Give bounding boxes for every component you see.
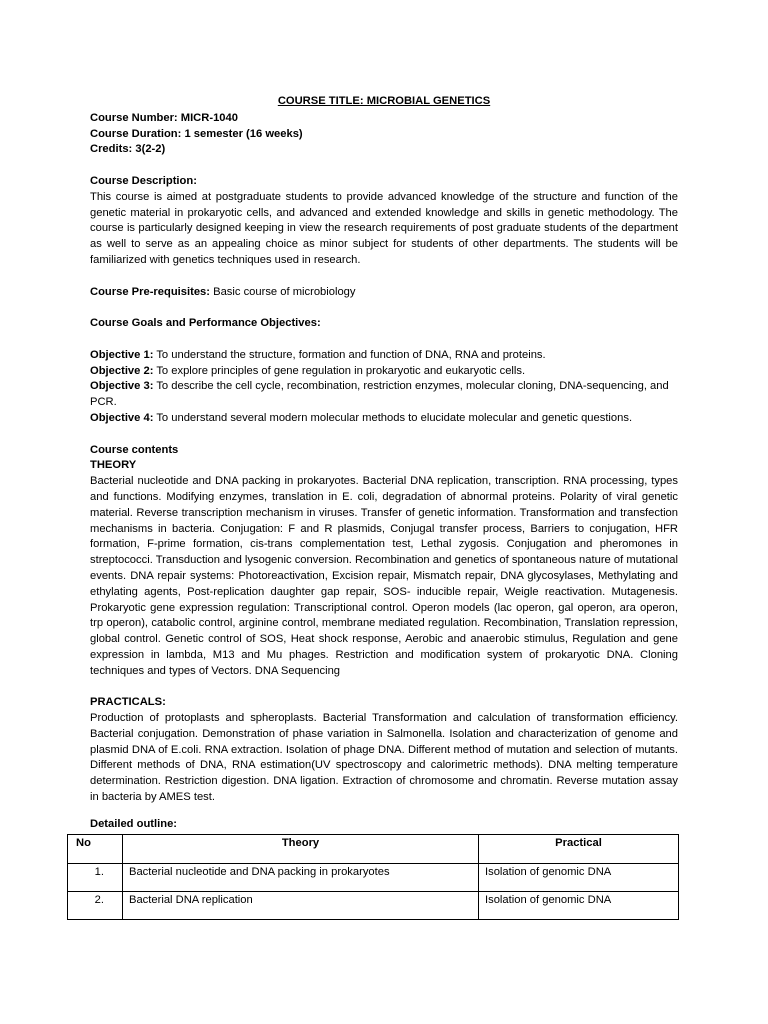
theory-heading: THEORY xyxy=(90,459,137,472)
table-row xyxy=(68,864,679,892)
table-row xyxy=(68,892,679,920)
objective-3 xyxy=(90,379,678,411)
objective-label: Objective 4: xyxy=(90,411,154,424)
practicals-text: Production of protoplasts and spheroplasts. Bacterial Transformation and calculation of transformation efficiency. Bacterial conjugation. Demonstration of phase variation in Salmonella. Isolation and characterization of genome and plasmid DNA of E.coli. RNA extraction. Isolation of phage DNA. Different method of mutation and selection of mutants. Different methods of DNA, RNA estimation(UV spectroscopy and calorimetric methods). DNA melting temperature determination. Restriction digestion. DNA ligation. Extraction of chromosome and chromatin. Reverse mutation assay in bacteria by AMES test. xyxy=(90,712,678,804)
course-title: COURSE TITLE: MICROBIAL GENETICS xyxy=(277,95,491,107)
objective-label: Objective 2: xyxy=(90,364,154,377)
goals-heading: Course Goals and Performance Objectives: xyxy=(90,317,321,330)
table-header-row xyxy=(68,835,679,864)
prerequisites xyxy=(90,285,678,301)
course-number: Course Number: MICR-1040 xyxy=(90,111,238,124)
outline-heading: Detailed outline: xyxy=(90,818,178,830)
theory-text: Bacterial nucleotide and DNA packing in prokaryotes. Bacterial DNA replication, transcription. RNA processing, types and functions. Modifying enzymes, translation in E. coli, degradation of abnormal proteins. Polarity of viral genetic material. Reverse transcription mechanism in viruses. Transfer of genetic information. Transformation and transfection mechanisms in bacteria. Conjugation: F and R plasmids, Conjugal transfer process, Barriers to conjugation, HFR formation, F-prime formation, cis-trans complementation test, Lethal zygosis. Conjugation and pheromones in streptococci. Transduction and lysogenic conversion. Recombination and genetics of spontaneous nature of mutational events. DNA repair systems: Photoreactivation, Excision repair, Mismatch repair, DNA glycosylases, Methylating and ethylating agents, Post-replication daughter gap repair, SOS- inducible repair, Weigle reactivation. Mutagenesis. Prokaryotic gene expression regulation: Transcriptional control. Operon models (lac operon, gal operon, ara operon, trp operon), catabolic control, arginine control, membrane mediated regulation. Recombination, Translation repression, global control. Genetic control of SOS, Heat shock response, Aerobic and anaerobic stimulus, Regulation and gene expression in lambda, M13 and Mu phages. Restriction and modification system of prokaryotic DNA. Cloning techniques and types of Vectors. DNA Sequencing xyxy=(90,475,678,677)
prereq-text: Basic course of microbiology xyxy=(210,285,356,298)
objective-text: To understand several modern molecular methods to elucidate molecular and genetic questions. xyxy=(153,411,633,424)
objective-text: To describe the cell cycle, recombination, restriction enzymes, molecular cloning, DNA-sequencing, and PCR. xyxy=(90,380,669,409)
objective-4 xyxy=(90,411,678,427)
row-theory: Bacterial nucleotide and DNA packing in prokaryotes xyxy=(123,864,479,892)
description-text: This course is aimed at postgraduate students to provide advanced knowledge of the structure and function of the genetic material in prokaryotic cells, and advanced and extended knowledge and skills in genetic methodology. The course is particularly designed keeping in view the research requirements of post graduate students of the department as well to serve as an appealing choice as minor subject for students of other departments. The students will be familiarized with genetics techniques used in research. xyxy=(90,190,678,266)
column-header-theory: Theory xyxy=(123,835,479,864)
objective-2 xyxy=(90,364,678,380)
objective-label: Objective 1: xyxy=(90,348,154,361)
row-practical: Isolation of genomic DNA xyxy=(479,864,679,892)
column-header-no: No xyxy=(68,835,123,864)
objective-text: To explore principles of gene regulation in prokaryotic and eukaryotic cells. xyxy=(153,364,526,377)
prereq-label: Course Pre-requisites: xyxy=(90,285,210,298)
row-theory: Bacterial DNA replication xyxy=(123,892,479,920)
practicals-heading: PRACTICALS: xyxy=(90,696,166,709)
contents-heading: Course contents xyxy=(90,443,179,456)
column-header-practical: Practical xyxy=(479,835,679,864)
credits: Credits: 3(2-2) xyxy=(90,143,166,156)
objective-label: Objective 3: xyxy=(90,380,154,393)
row-number: 2. xyxy=(68,892,123,920)
description-heading: Course Description: xyxy=(90,174,197,187)
row-number: 1. xyxy=(68,864,123,892)
document-page xyxy=(90,94,678,806)
outline-table xyxy=(67,834,679,920)
row-practical: Isolation of genomic DNA xyxy=(479,892,679,920)
objective-text: To understand the structure, formation and function of DNA, RNA and proteins. xyxy=(153,348,546,361)
course-duration: Course Duration: 1 semester (16 weeks) xyxy=(90,127,303,140)
objective-1 xyxy=(90,348,678,364)
